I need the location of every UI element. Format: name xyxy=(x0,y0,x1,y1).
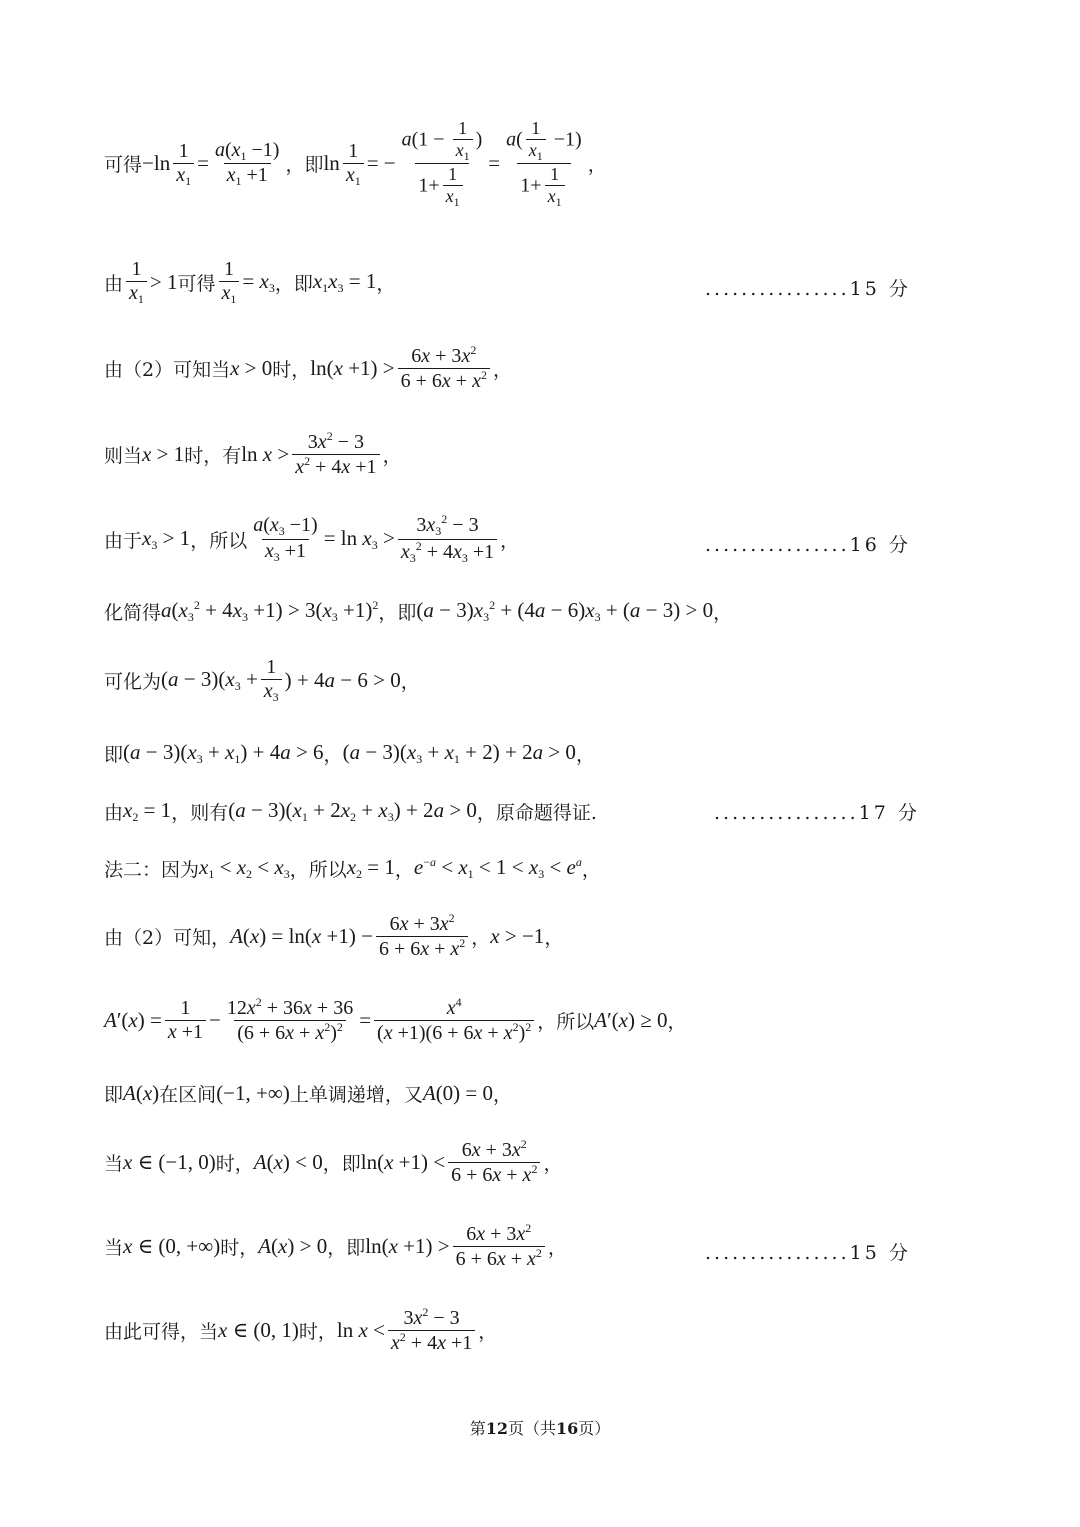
score-15a: ................15 分 xyxy=(705,278,911,300)
text-jiln: ，即 xyxy=(322,1153,361,1175)
text-youshi: 时，有 xyxy=(184,445,242,467)
score-17: ................17 分 xyxy=(714,802,920,824)
text-shi3: 时， xyxy=(220,1237,259,1259)
text-youer2: 由（2）可知， xyxy=(104,927,231,949)
text-youci: 由此可得，当 xyxy=(104,1321,219,1343)
text-suoyi3: ，所以 xyxy=(537,1011,595,1033)
line-3: 由（2）可知当 x > 0 时， ln(x +1) > $\frac{6x + 3x^2}{6 + 6x + x^2}$ ， xyxy=(104,343,512,392)
text-shangdan: 上单调递增，又 xyxy=(289,1084,423,1106)
line-14: 当 x ∈ (−1, 0) 时， A(x) < 0 ，即 ln(x +1) < $\frac{6x + 3x^2}{6 + 6x + x^2}$ ， xyxy=(104,1137,563,1186)
text-comma: ， xyxy=(587,154,607,177)
line-1: 可得 −ln $\frac{1}{x_1}$ = $\frac{a(x_1 -1)}{x_1 +1}$ ，即 ln $\frac{1}{x_1}$ = − a(1 − $\frac{1}{x_1}$ ) 1+ $\frac{1}{x_1}$ = a( $\frac{1}{x_1}$ −1) 1+ $\frac{1}{x_1}$ ， xyxy=(104,118,607,210)
line-15: 当 x ∈ (0, +∞) 时， A(x) > 0 ，即 ln(x +1) > $\frac{6x + 3x^2}{6 + 6x + x^2}$ ， xyxy=(104,1221,567,1270)
score-15b: ................15 分 xyxy=(705,1242,911,1264)
text-kede: 可得 xyxy=(104,154,143,177)
text-zeyou: ，则有 xyxy=(171,802,229,824)
line-5: 由于 $x_3 > 1$ ，所以 $\frac{a(x_3 -1)}{x_3 +1}$ = $\ln x_3$ > $\frac{3x_3^2 - 3}{x_3^2 + 4x_3 +1}$ ， xyxy=(104,512,520,565)
text-zedang: 则当 xyxy=(104,445,143,467)
line-16: 由此可得，当 x ∈ (0, 1) 时， ln x < $\frac{3x^2 - 3}{x^2 + 4x +1}$ ， xyxy=(104,1305,498,1354)
text-faer: 法二：因为 xyxy=(104,859,200,881)
text-shi2: 时， xyxy=(215,1153,254,1175)
footer-middle: 页（共 xyxy=(507,1419,556,1438)
line-7: 可化为 $(a - 3)(x_3$ + $\frac{1}{x_3}$ ) + 4a − 6 > 0 ， xyxy=(104,656,420,704)
text-suoyi2: ，所以 xyxy=(289,859,347,881)
line-13: 即 A(x) 在区间 (−1, +∞) 上单调递增，又 A(0) = 0 ， xyxy=(104,1081,513,1106)
text-jiA: 即 xyxy=(104,1084,124,1106)
footer-prefix: 第 xyxy=(469,1419,486,1438)
text-youx2: 由 xyxy=(104,802,124,824)
line-4: 则当 x > 1 时，有 ln x > $\frac{3x^2 - 3}{x^2 + 4x +1}$ ， xyxy=(104,429,402,478)
line-12: A′(x) = $\frac{1}{x +1}$ − $\frac{12x^2 + 36x + 36}{(6 + 6x + x^2)^2}$ = $\frac{x^4}{(x +1)(6 + 6x + x^2)^2}$ ，所以 A′(x) ≥ 0 ， xyxy=(104,995,687,1044)
text-youer: 由（2）可知当 xyxy=(104,359,231,381)
text-shi4: 时， xyxy=(298,1321,337,1343)
text-kede2: 可得 xyxy=(177,272,216,295)
text-youyu: 由于 xyxy=(104,529,143,552)
text-shi: 时， xyxy=(272,359,311,381)
text-jiln2: ，即 xyxy=(327,1237,366,1259)
text-dang2: 当 xyxy=(104,1237,124,1259)
line-10: 法二：因为 $x_1 < x_2 < x_3$ ，所以 $x_2 = 1$ ， $e^{-a} < x_1 < 1 < x_3 < e^a$ ， xyxy=(104,855,601,881)
line-11: 由（2）可知， A(x) = ln(x +1) − $\frac{6x + 3x^2}{6 + 6x + x^2}$ ， x > −1 ， xyxy=(104,911,564,960)
text-jizheng: ，即 xyxy=(274,272,313,295)
text-kehuawei: 可化为 xyxy=(104,670,162,693)
line-6: 化简得 $a(x_3^2 + 4x_3 +1) > 3(x_3 +1)^2$ ，即 $(a - 3)x_3^2 + (4a - 6)x_3 + (a - 3) > 0$ ， xyxy=(104,598,733,624)
line-8: 即 $(a - 3)(x_3 + x_1) + 4a > 6$ ， $(a - 3)(x_3 + x_1 + 2) + 2a > 0$ ， xyxy=(104,740,595,766)
text-suoyi: ，所以 xyxy=(190,529,248,552)
footer-page-number: 12 xyxy=(485,1419,508,1438)
text-zaiqujian: 在区间 xyxy=(159,1084,217,1106)
text-dang: 当 xyxy=(104,1153,124,1175)
text-ji2: 即 xyxy=(104,744,124,766)
text-yuanmingti: ，原命题得证. xyxy=(476,802,597,824)
line-9: 由 $x_2 = 1$ ，则有 $(a - 3)(x_1 + 2x_2 + x_3) + 2a > 0$ ，原命题得证. xyxy=(104,798,597,824)
text-you: 由 xyxy=(104,272,124,295)
footer-total-pages: 16 xyxy=(556,1419,579,1438)
text-huajiande: 化简得 xyxy=(104,602,162,624)
text-jideyi: ，即 xyxy=(285,154,324,177)
line-2: 由 $\frac{1}{x_1}$ > 1 可得 $\frac{1}{x_1}$ = $x_3$ ，即 $x_1x_3 = 1$ ， xyxy=(104,258,396,306)
footer-suffix: 页） xyxy=(578,1419,611,1438)
text-ji: ，即 xyxy=(378,602,417,624)
page-footer xyxy=(0,1416,1080,1439)
score-16: ................16 分 xyxy=(705,534,911,556)
